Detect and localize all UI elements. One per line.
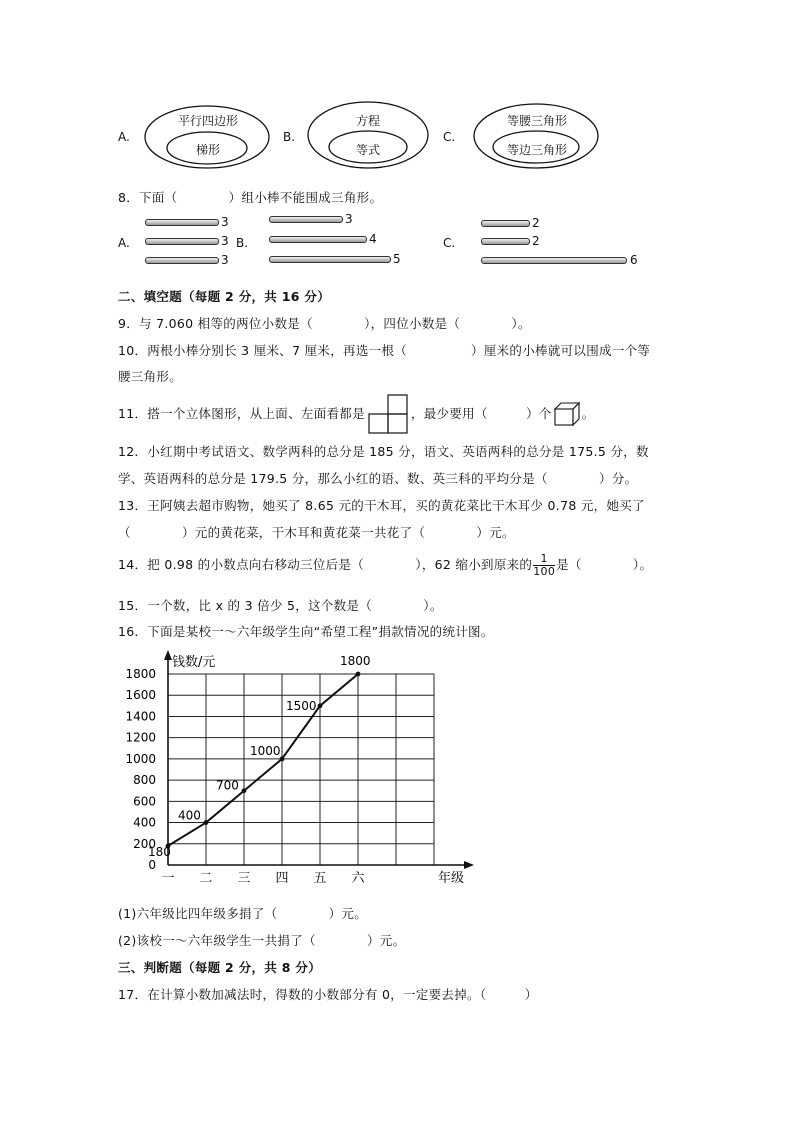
- y-axis-arrow: [164, 650, 172, 660]
- data-label: 1800: [340, 654, 371, 668]
- data-point: [356, 672, 361, 677]
- option-c-label[interactable]: C.: [443, 130, 456, 144]
- y-tick-label: 600: [133, 794, 156, 809]
- stick: [145, 238, 219, 245]
- donation-line-chart: [118, 648, 478, 888]
- q13-line2: （ ）元的黄花菜，干木耳和黄花菜一共花了（ ）元。: [118, 525, 515, 540]
- y-tick-label: 1000: [125, 751, 156, 766]
- stick-length: 3: [221, 215, 229, 229]
- option-c-inner: 等边三角形: [506, 143, 567, 157]
- q14: [118, 553, 652, 578]
- data-point: [242, 788, 247, 793]
- q14-text-b: 是（ ）。: [556, 557, 653, 572]
- stick: [145, 257, 219, 264]
- stick-length: 2: [532, 216, 540, 230]
- stick: [145, 219, 219, 226]
- y-tick-label: 1200: [125, 730, 156, 745]
- q10-line2: 腰三角形。: [118, 369, 183, 384]
- q8-option-c-label[interactable]: C.: [443, 236, 456, 250]
- q13-line1: 13．王阿姨去超市购物，她买了 8.65 元的干木耳，买的黄花菜比干木耳少 0.78 元，她买了: [118, 498, 645, 513]
- data-label: 1500: [286, 698, 317, 713]
- y-tick-label: 1400: [125, 709, 156, 724]
- y-tick-label: 400: [133, 815, 156, 830]
- q16-part1: (1)六年级比四年级多捐了（ ）元。: [118, 906, 368, 921]
- stick-length: 3: [221, 234, 229, 248]
- option-b-outer: 方程: [355, 114, 380, 128]
- q16: 16．下面是某校一～六年级学生向“希望工程”捐款情况的统计图。: [118, 624, 494, 639]
- q12-line1: 12．小红期中考试语文、数学两科的总分是 185 分，语文、英语两科的总分是 175.5 分，数: [118, 444, 649, 459]
- option-b-label[interactable]: B.: [283, 130, 296, 144]
- q8-option-a-label[interactable]: A.: [118, 236, 130, 250]
- x-tick-label: 一: [161, 871, 175, 886]
- y-tick-label: 0: [148, 858, 156, 872]
- stick-length: 3: [221, 253, 229, 267]
- q10-line1: 10．两根小棒分别长 3 厘米、7 厘米，再选一根（ ）厘米的小棒就可以围成一个等: [118, 343, 651, 358]
- q17: 17．在计算小数加减法时，得数的小数部分有 0，一定要去掉。（ ）: [118, 987, 538, 1002]
- q11-text-a: 11．搭一个立体图形，从上面、左面看都是: [118, 406, 365, 421]
- option-a-label[interactable]: A.: [118, 130, 130, 144]
- data-label: 180: [148, 844, 171, 859]
- stick-length: 5: [393, 252, 401, 266]
- stick: [269, 236, 367, 243]
- q11-text-c: 。: [581, 406, 595, 421]
- stick-length: 3: [345, 212, 353, 226]
- option-a-inner: 梯形: [195, 143, 220, 157]
- stick-length: 4: [369, 232, 377, 246]
- data-point: [204, 820, 209, 825]
- two-squares-view-icon: [367, 394, 409, 434]
- fraction: [533, 553, 555, 578]
- stick: [269, 256, 391, 263]
- option-a-outer: 平行四边形: [177, 114, 238, 128]
- option-c-outer: 等腰三角形: [506, 114, 567, 128]
- q11-text-b: ，最少要用（ ）个: [410, 406, 552, 421]
- stick-length: 6: [630, 253, 638, 267]
- q11: [118, 404, 595, 422]
- cube-icon: [553, 401, 581, 427]
- x-tick-label: 六: [351, 871, 365, 886]
- q12-line2: 学、英语两科的总分是 179.5 分，那么小红的语、数、英三科的平均分是（ ）分。: [118, 471, 638, 486]
- q8-option-b-label[interactable]: B.: [236, 236, 249, 250]
- x-axis-label: 年级: [438, 871, 465, 886]
- x-tick-label: 三: [237, 871, 251, 886]
- stick: [481, 257, 627, 264]
- fraction-numerator: 1: [533, 553, 555, 566]
- q15: 15．一个数，比 x 的 3 倍少 5，这个数是（ ）。: [118, 598, 443, 613]
- data-label: 700: [216, 778, 239, 793]
- data-label: 400: [178, 808, 201, 823]
- fraction-denominator: 100: [533, 565, 556, 578]
- x-axis-arrow: [464, 861, 474, 869]
- stick-length: 2: [532, 234, 540, 248]
- section-heading: 三、判断题（每题 2 分，共 8 分）: [118, 960, 322, 975]
- x-tick-label: 四: [275, 871, 289, 886]
- x-tick-label: 五: [313, 871, 327, 886]
- section-heading: 二、填空题（每题 2 分，共 16 分）: [118, 289, 331, 304]
- y-tick-label: 1600: [125, 688, 156, 703]
- q8-stem: 8．下面（ ）组小棒不能围成三角形。: [118, 190, 383, 205]
- stick: [269, 216, 343, 223]
- data-label: 1000: [250, 743, 281, 758]
- y-axis-label: 钱数/元: [172, 655, 216, 670]
- q16-part2: (2)该校一～六年级学生一共捐了（ ）元。: [118, 933, 406, 948]
- stick: [481, 220, 530, 227]
- y-tick-label: 800: [133, 773, 156, 788]
- stick: [481, 238, 530, 245]
- q9: 9．与 7.060 相等的两位小数是（ ），四位小数是（ ）。: [118, 316, 531, 331]
- data-point: [318, 703, 323, 708]
- option-b-venn: [306, 100, 432, 170]
- option-b-inner: 等式: [355, 143, 380, 157]
- y-tick-label: 200: [133, 836, 156, 851]
- x-tick-label: 二: [199, 871, 213, 886]
- y-tick-label: 1800: [125, 667, 156, 681]
- q14-text-a: 14．把 0.98 的小数点向右移动三位后是（ ），62 缩小到原来的: [118, 557, 533, 572]
